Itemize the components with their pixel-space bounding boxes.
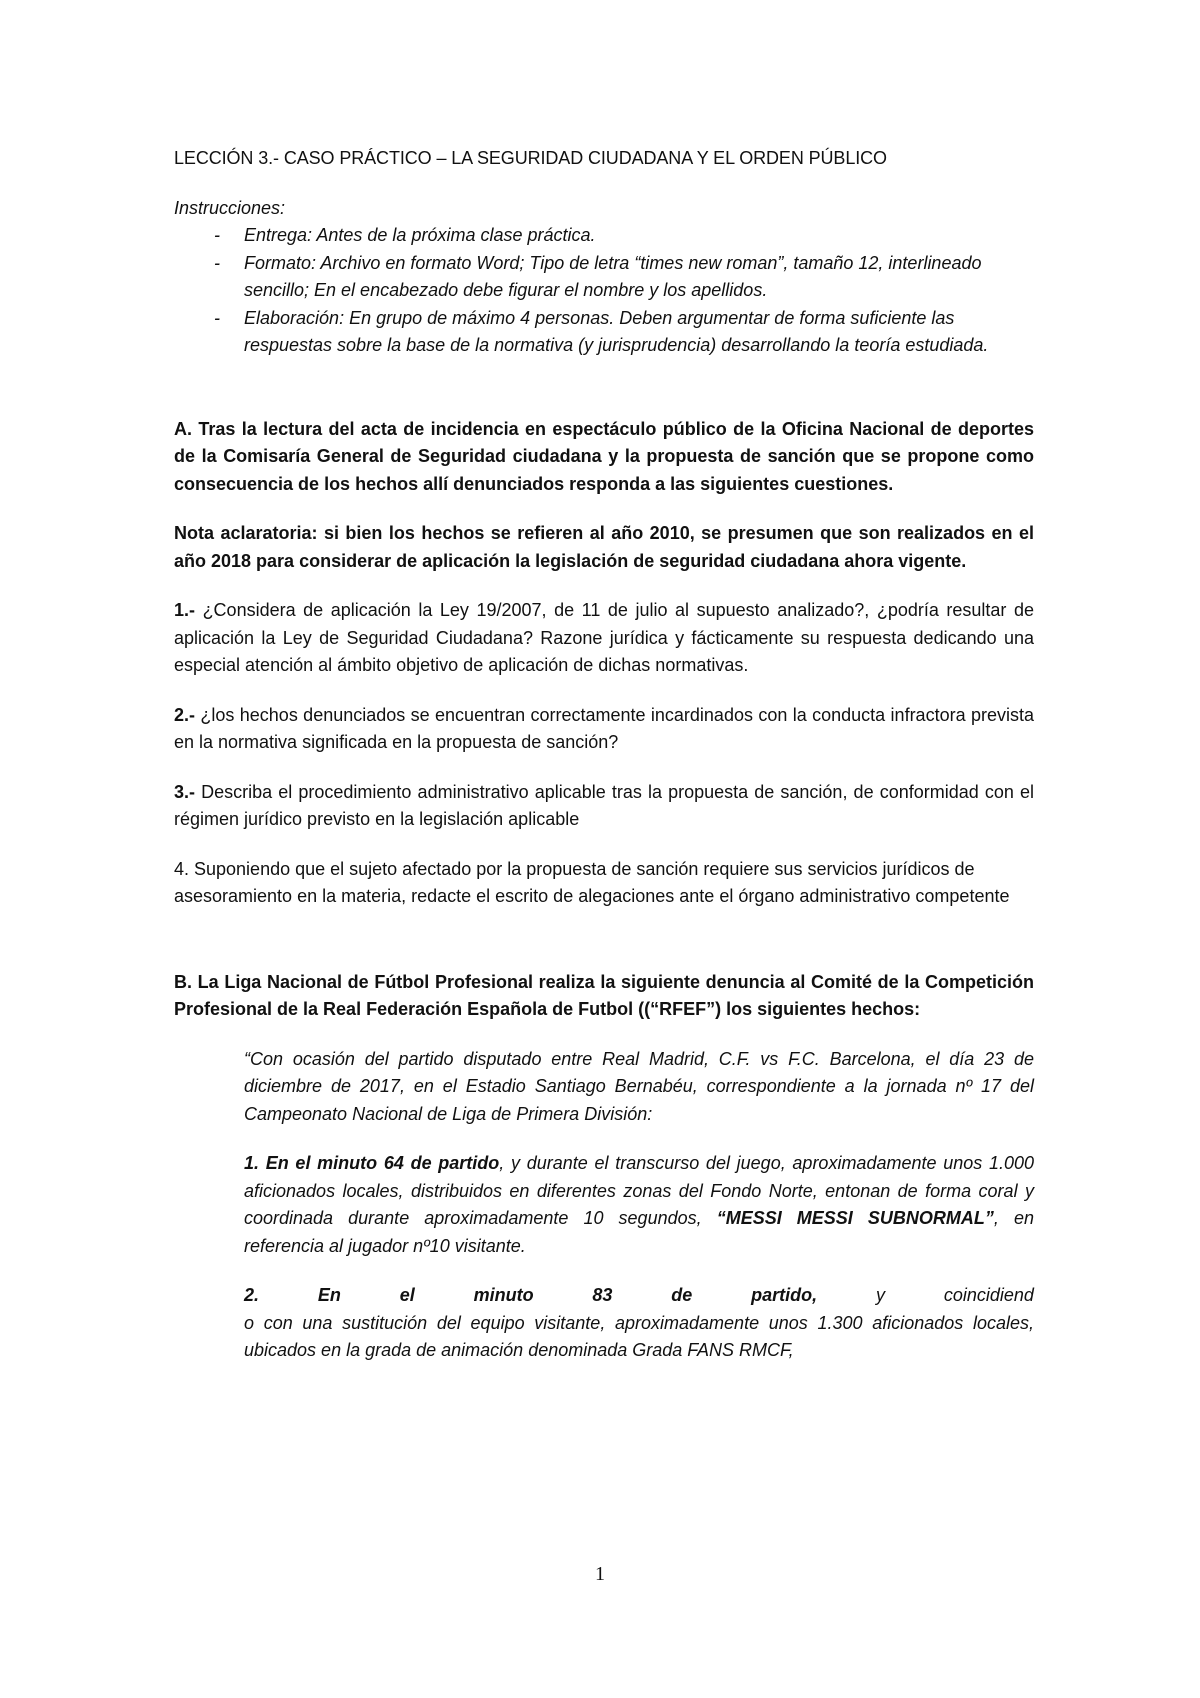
instruction-item-format: - Formato: Archivo en formato Word; Tipo de letra “times new roman”, tamaño 12, interlineado sencillo; En el encabezado debe figurar el nombre y los apellidos. bbox=[174, 250, 1034, 305]
instructions-heading: Instrucciones: bbox=[174, 197, 286, 218]
section-a-note: Nota aclaratoria: si bien los hechos se refieren al año 2010, se presumen que son realizados en el año 2018 para considerar de aplicación la legislación de seguridad ciudadana ahora vigente. bbox=[174, 523, 1034, 571]
page-number: 1 bbox=[595, 1563, 605, 1585]
question-3-number: 3.- bbox=[174, 781, 196, 802]
document-body bbox=[174, 145, 1034, 1365]
instructions-list bbox=[174, 222, 1034, 360]
question-3 bbox=[174, 779, 1034, 834]
question-3-text: Describa el procedimiento administrativo aplicable tras la propuesta de sanción, de conformidad con el régimen jurídico previsto en la legislación aplicable bbox=[174, 781, 1034, 829]
question-4: 4. Suponiendo que el sujeto afectado por la propuesta de sanción requiere sus servicios jurídicos de asesoramiento en la materia, redacte el escrito de alegaciones ante el órgano administrativo competente bbox=[174, 858, 1010, 906]
section-b-intro: B. La Liga Nacional de Fútbol Profesional realiza la siguiente denuncia al Comité de la Competición Profesional de la Real Federación Española de Futbol ((“RFEF”) los siguientes hechos: bbox=[174, 971, 1034, 1019]
instruction-item-delivery: - Entrega: Antes de la próxima clase práctica. bbox=[174, 222, 1034, 250]
quote-item-2-word: minuto bbox=[473, 1285, 534, 1305]
quote-item-2-word: y bbox=[876, 1285, 885, 1305]
quote-item-2-word: el bbox=[399, 1285, 415, 1305]
quote-intro: “Con ocasión del partido disputado entre Real Madrid, C.F. vs F.C. Barcelona, el día 23 de diciembre de 2017, en el Estadio Santiago Bernabéu, correspondiente a la jornada nº 17 del Campeonato Nacional de Liga de Primera División: bbox=[244, 1048, 1034, 1124]
question-1 bbox=[174, 597, 1034, 680]
question-2-number: 2.- bbox=[174, 704, 196, 725]
quote-item-2-word: En bbox=[317, 1285, 341, 1305]
instruction-item-elaboration: - Elaboración: En grupo de máximo 4 personas. Deben argumentar de forma suficiente las respuestas sobre la base de la normativa (y jurisprudencia) desarrollando la teoría estudiada. bbox=[174, 305, 1034, 360]
quote-item-1-chant: “MESSI MESSI SUBNORMAL” bbox=[716, 1208, 994, 1228]
quote-item-2-word: 83 bbox=[592, 1285, 613, 1305]
quote-item-2 bbox=[244, 1282, 1034, 1365]
quote-item-2-word: 2. bbox=[244, 1285, 260, 1305]
section-a-intro: A. Tras la lectura del acta de incidencia en espectáculo público de la Oficina Nacional de deportes de la Comisaría General de Seguridad ciudadana y la propuesta de sanción que se propone como consecuencia de los hechos allí denunciados responda a las siguientes cuestiones. bbox=[174, 418, 1034, 494]
quote-item-2-body: o con una sustitución del equipo visitante, aproximadamente unos 1.300 aficionados locales, ubicados en la grada de animación denominada Grada FANS RMCF, bbox=[244, 1312, 1034, 1360]
question-2 bbox=[174, 702, 1034, 757]
quote-item-1 bbox=[244, 1150, 1034, 1260]
question-1-number: 1.- bbox=[174, 600, 196, 620]
quote-item-2-word: partido, bbox=[751, 1285, 818, 1305]
quote-item-1-body: , y durante el transcurso del juego, aproximadamente unos 1.000 aficionados locales, distribuidos en diferentes zonas del Fondo Norte, entonan de forma coral y coordinada durante aproximadamente 10 segundos, bbox=[244, 1153, 1034, 1228]
complaint-quote bbox=[244, 1046, 1034, 1365]
question-1-text: ¿Considera de aplicación la Ley 19/2007, de 11 de julio al supuesto analizado?, ¿podría resultar de aplicación la Ley de Seguridad Ciudadana? Razone jurídica y fácticamente su respuesta dedicando una especial atención al ámbito objetivo de aplicación de dichas normativas. bbox=[174, 600, 1034, 675]
quote-item-2-word: coincidiend bbox=[943, 1285, 1034, 1305]
quote-item-2-word: de bbox=[671, 1285, 693, 1305]
question-2-text: ¿los hechos denunciados se encuentran correctamente incardinados con la conducta infractora prevista en la normativa significada en la propuesta de sanción? bbox=[174, 704, 1034, 752]
quote-item-2-first-line bbox=[244, 1282, 1034, 1310]
document-title: LECCIÓN 3.- CASO PRÁCTICO – LA SEGURIDAD CIUDADANA Y EL ORDEN PÚBLICO bbox=[174, 148, 887, 168]
quote-item-1-lead: 1. En el minuto 64 de partido bbox=[244, 1153, 500, 1173]
quote-item-1-end: , en referencia al jugador nº10 visitante. bbox=[244, 1208, 1034, 1256]
